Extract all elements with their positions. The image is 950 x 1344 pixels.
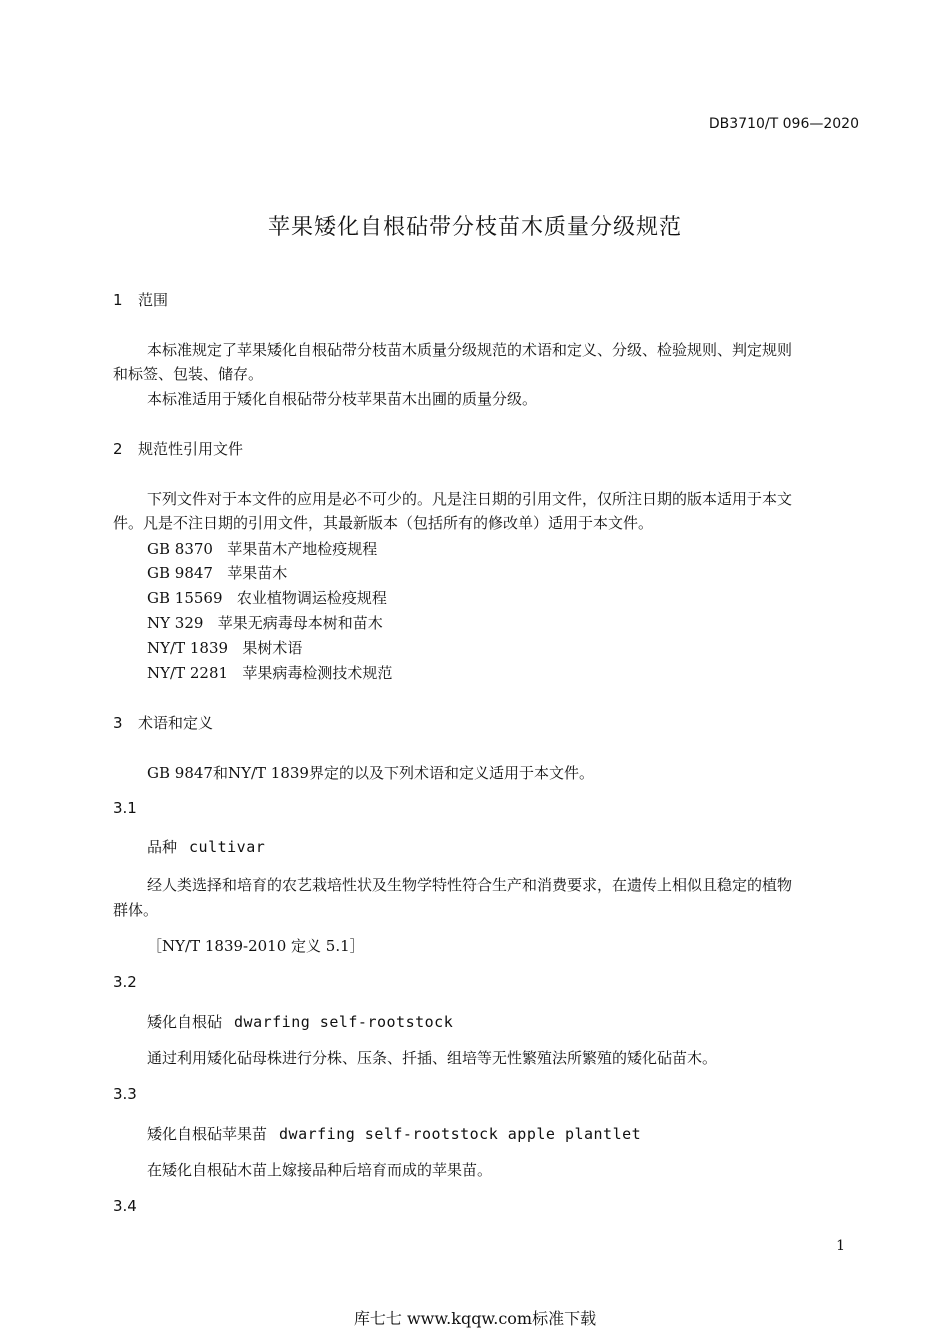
reference-title: 苹果苗木: [227, 564, 288, 582]
section-title: 术语和定义: [138, 714, 214, 732]
reference-item: [147, 586, 387, 610]
paragraph-line: 和标签、包装、储存。: [113, 365, 264, 383]
section-title: 范围: [138, 291, 169, 309]
paragraph-line: 件。凡是不注日期的引用文件，其最新版本（包括所有的修改单）适用于本文件。: [113, 514, 654, 532]
reference-item: [147, 636, 302, 660]
reference-code: GB 8370: [147, 540, 213, 558]
paragraph-line: 本标准适用于矮化自根砧带分枝苹果苗木出圃的质量分级。: [147, 390, 538, 408]
reference-title: 苹果无病毒母本树和苗木: [217, 614, 383, 632]
definition-line: 通过利用矮化砧母株进行分株、压条、扦插、组培等无性繁殖法所繁殖的矮化砧苗木。: [147, 1049, 718, 1067]
paragraph-line: 下列文件对于本文件的应用是必不可少的。凡是注日期的引用文件，仅所注日期的版本适用于本文: [147, 490, 793, 508]
reference-item: [147, 561, 287, 585]
section-heading-normative-refs: [113, 438, 243, 459]
footer-watermark: 库七七 www.kqqw.com标准下载: [353, 1309, 597, 1328]
reference-code: NY/T 2281: [147, 664, 229, 682]
paragraph-line: GB 9847和NY/T 1839界定的以及下列术语和定义适用于本文件。: [147, 764, 594, 782]
reference-title: 果树术语: [242, 639, 303, 657]
definition-line: 经人类选择和培育的农艺栽培性状及生物学特性符合生产和消费要求，在遗传上相似且稳定的植物: [147, 876, 793, 894]
term-source: ［NY/T 1839-2010 定义 5.1］: [147, 937, 365, 955]
reference-title: 苹果病毒检测技术规范: [242, 664, 393, 682]
term-zh: 矮化自根砧苹果苗: [147, 1125, 268, 1143]
document-id: DB3710/T 096—2020: [708, 116, 859, 132]
page-title: 苹果矮化自根砧带分枝苗木质量分级规范: [267, 215, 682, 240]
term-zh: 品种: [147, 838, 178, 856]
reference-item: [147, 661, 392, 685]
section-number: 3: [113, 714, 123, 732]
reference-code: NY 329: [147, 614, 204, 632]
reference-item: [147, 611, 383, 635]
reference-code: GB 9847: [147, 564, 213, 582]
term-entry: [147, 836, 265, 857]
definition-line: 在矮化自根砧木苗上嫁接品种后培育而成的苹果苗。: [147, 1161, 493, 1179]
term-en: cultivar: [189, 838, 266, 856]
page-number: 1: [836, 1238, 845, 1254]
paragraph-line: 本标准规定了苹果矮化自根砧带分枝苗木质量分级规范的术语和定义、分级、检验规则、判定规则: [147, 341, 793, 359]
term-number: 3.4: [113, 1197, 137, 1215]
definition-line: 群体。: [113, 901, 159, 919]
term-en: dwarfing self-rootstock apple plantlet: [279, 1125, 642, 1143]
section-heading-scope: [113, 289, 168, 310]
term-en: dwarfing self-rootstock: [234, 1013, 454, 1031]
section-title: 规范性引用文件: [138, 440, 244, 458]
section-number: 2: [113, 440, 123, 458]
term-number: 3.3: [113, 1085, 137, 1103]
term-number: 3.1: [113, 799, 137, 817]
reference-code: NY/T 1839: [147, 639, 229, 657]
term-entry: [147, 1123, 641, 1144]
reference-title: 农业植物调运检疫规程: [236, 589, 387, 607]
section-heading-terms: [113, 712, 213, 733]
reference-title: 苹果苗木产地检疫规程: [227, 540, 378, 558]
reference-item: [147, 537, 377, 561]
term-entry: [147, 1011, 453, 1032]
term-number: 3.2: [113, 973, 137, 991]
term-zh: 矮化自根砧: [147, 1013, 223, 1031]
section-number: 1: [113, 291, 123, 309]
reference-code: GB 15569: [147, 589, 223, 607]
